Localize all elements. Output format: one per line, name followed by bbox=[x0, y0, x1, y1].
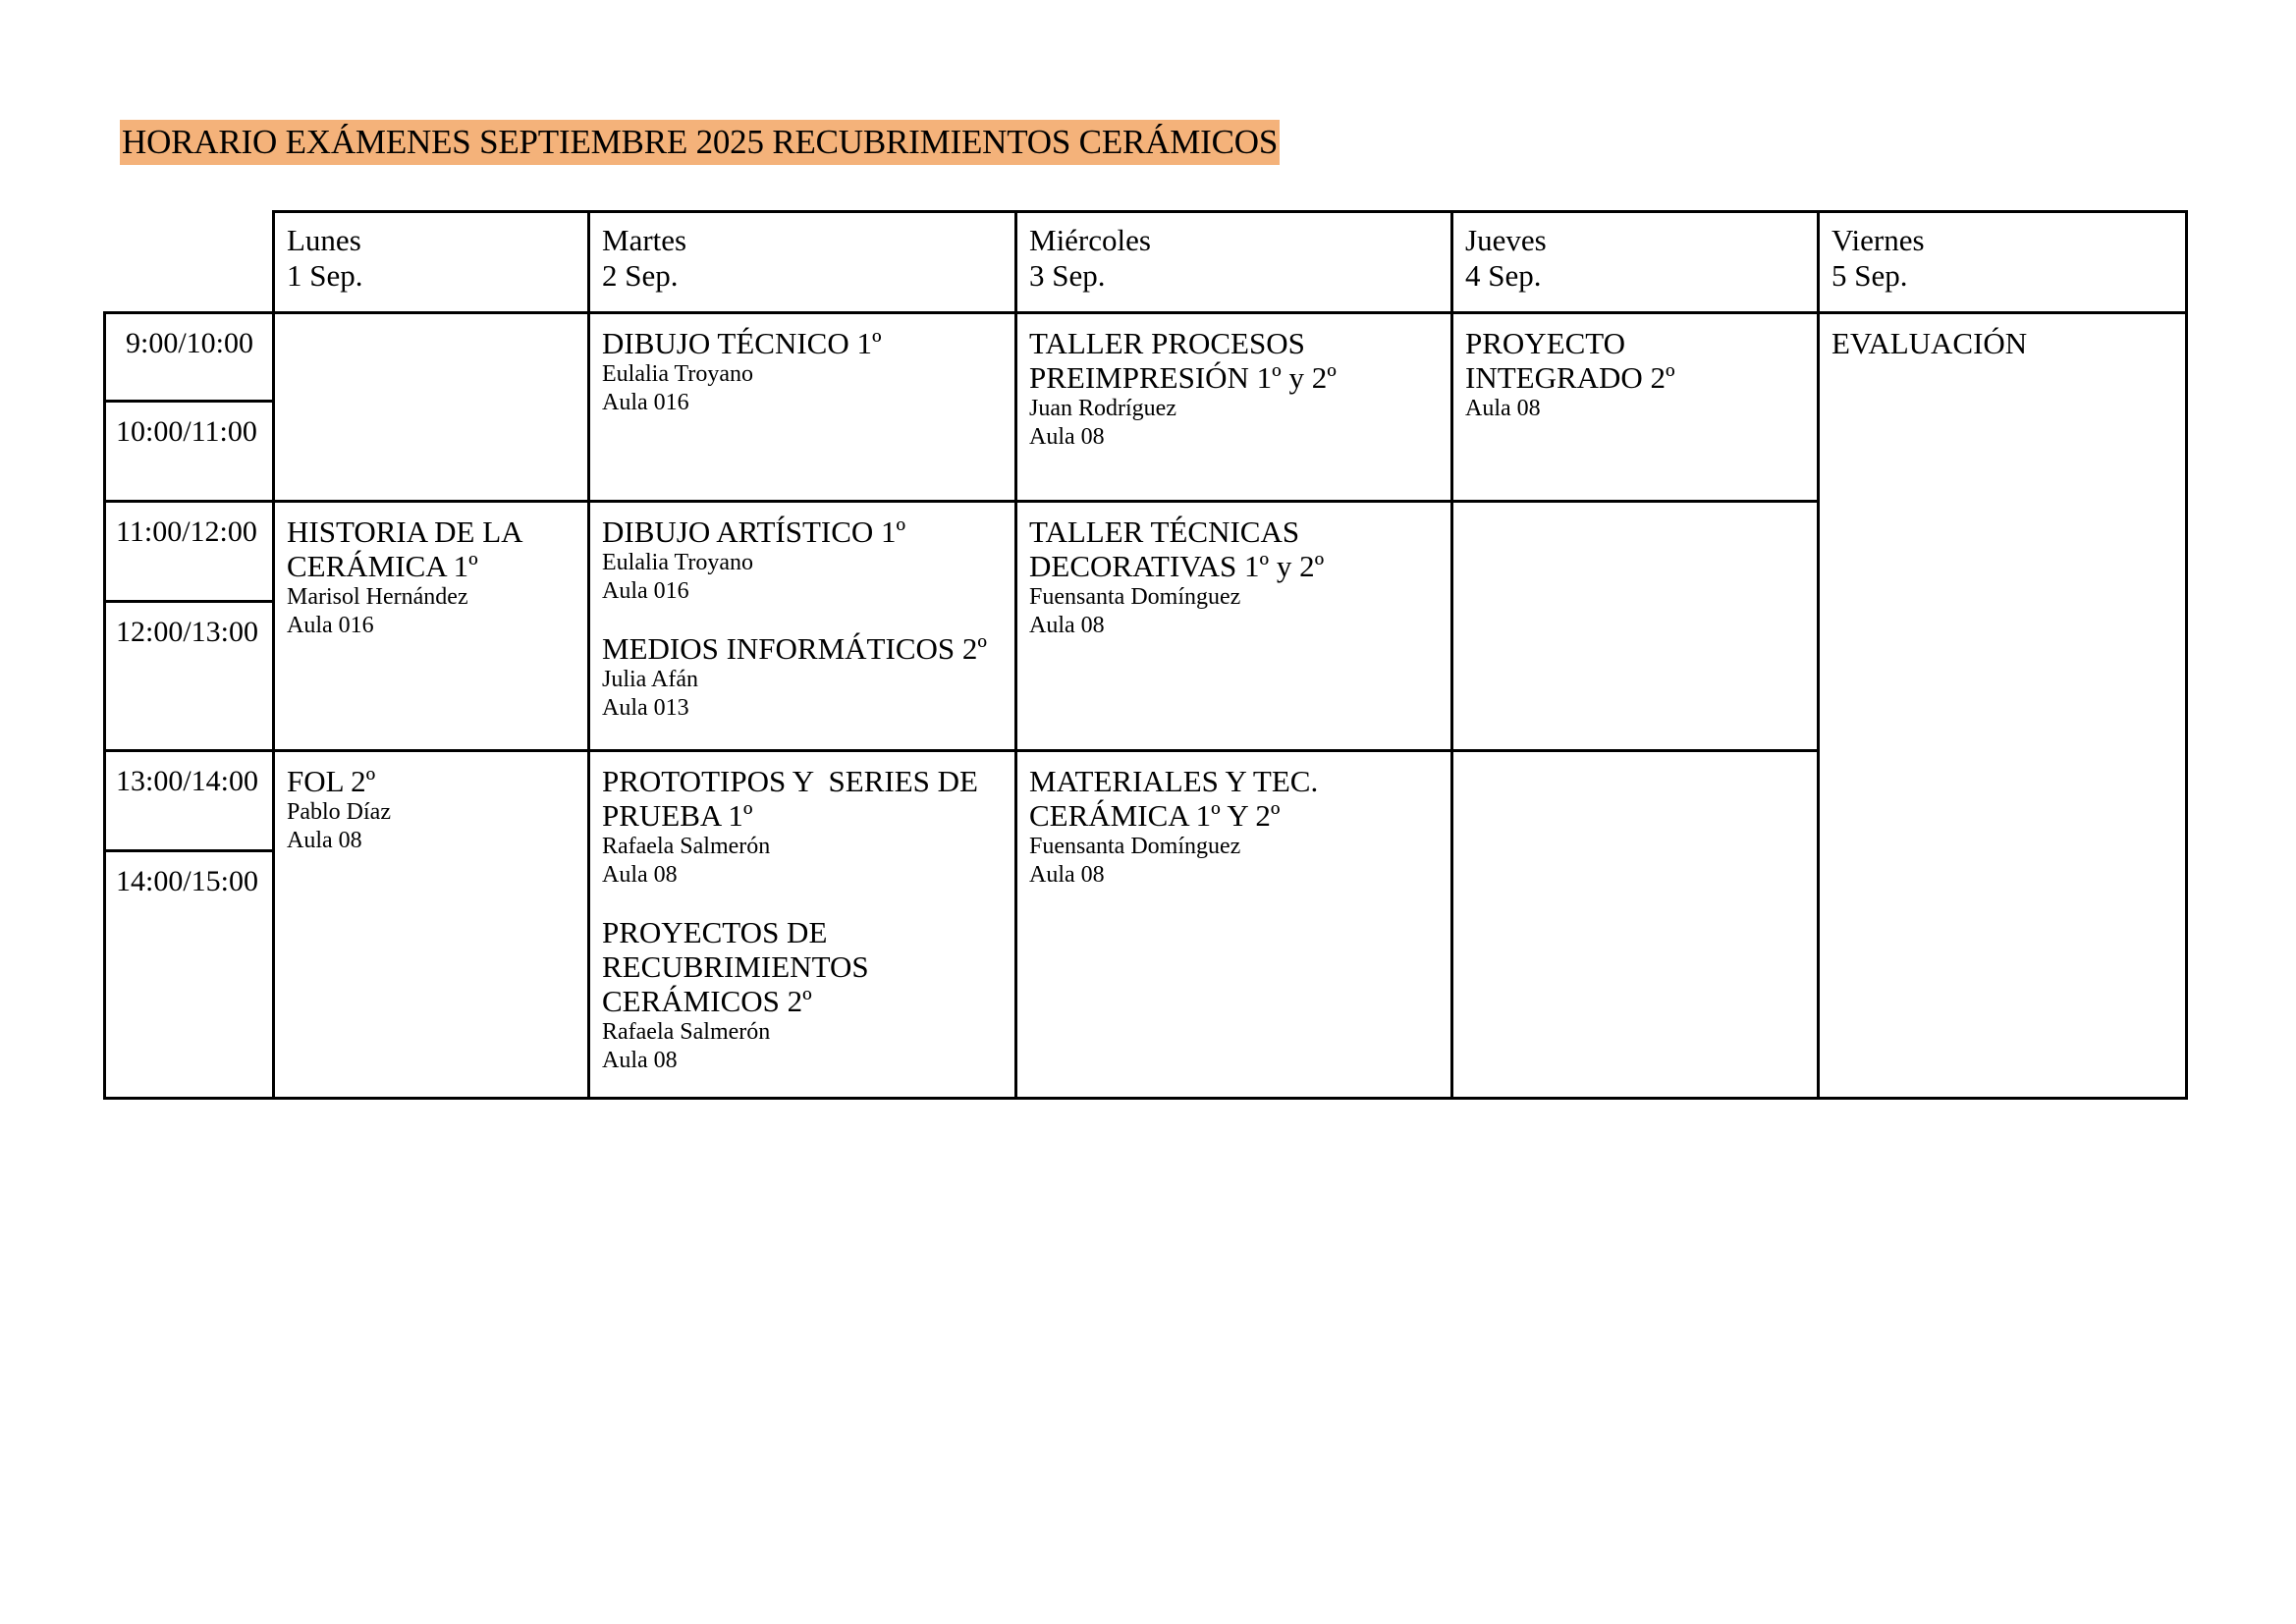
cell-miercoles-b3 bbox=[1014, 749, 1453, 1100]
exam-subject: MEDIOS INFORMÁTICOS 2º bbox=[602, 631, 987, 666]
header-martes bbox=[587, 210, 1017, 314]
exam-entry bbox=[287, 764, 587, 855]
exam-teacher: Julia Afán bbox=[602, 667, 698, 692]
exam-subject: PROTOTIPOS Y SERIES DE PRUEBA 1º bbox=[602, 764, 986, 833]
exam-room: Aula 08 bbox=[1029, 862, 1105, 888]
time-slot: 9:00/10:00 bbox=[103, 311, 275, 403]
exam-room: Aula 016 bbox=[602, 578, 689, 604]
exam-room: Aula 08 bbox=[1029, 613, 1105, 638]
header-viernes bbox=[1817, 210, 2188, 314]
exam-subject: DIBUJO TÉCNICO 1º bbox=[602, 326, 882, 360]
exam-teacher: Pablo Díaz bbox=[287, 799, 391, 825]
cell-jueves-b2 bbox=[1450, 500, 1820, 752]
exam-teacher: Fuensanta Domínguez bbox=[1029, 834, 1241, 859]
exam-teacher: Rafaela Salmerón bbox=[602, 1019, 771, 1045]
exam-entry bbox=[1029, 326, 1450, 452]
day-date: 5 Sep. bbox=[1831, 258, 1908, 293]
exam-room: Aula 013 bbox=[602, 695, 689, 721]
exam-entry bbox=[287, 514, 587, 640]
day-name: Lunes bbox=[287, 223, 361, 257]
exam-room: Aula 08 bbox=[602, 862, 678, 888]
page-title: HORARIO EXÁMENES SEPTIEMBRE 2025 RECUBRIMIENTOS CERÁMICOS bbox=[120, 120, 1280, 165]
day-name: Martes bbox=[602, 223, 687, 257]
day-date: 2 Sep. bbox=[602, 258, 679, 293]
exam-teacher: Eulalia Troyano bbox=[602, 550, 753, 575]
time-slot: 12:00/13:00 bbox=[103, 600, 275, 752]
exam-teacher: Juan Rodríguez bbox=[1029, 396, 1176, 421]
exam-entry bbox=[602, 915, 1014, 1075]
exam-subject: MATERIALES Y TEC. CERÁMICA 1º Y 2º bbox=[1029, 764, 1319, 833]
day-date: 4 Sep. bbox=[1465, 258, 1542, 293]
exam-teacher: Rafaela Salmerón bbox=[602, 834, 771, 859]
exam-teacher: Marisol Hernández bbox=[287, 584, 468, 610]
time-slot: 14:00/15:00 bbox=[103, 849, 275, 1100]
exam-entry bbox=[602, 764, 1014, 890]
exam-subject: FOL 2º bbox=[287, 764, 376, 798]
cell-jueves-b1 bbox=[1450, 311, 1820, 503]
day-date: 1 Sep. bbox=[287, 258, 363, 293]
cell-lunes-b2 bbox=[272, 500, 590, 752]
cell-miercoles-b1 bbox=[1014, 311, 1453, 503]
day-name: Viernes bbox=[1831, 223, 1925, 257]
exam-teacher: Eulalia Troyano bbox=[602, 361, 753, 387]
exam-room: Aula 08 bbox=[1029, 424, 1105, 450]
cell-lunes-b3 bbox=[272, 749, 590, 1100]
cell-viernes-all bbox=[1817, 311, 2188, 1100]
cell-martes-b1 bbox=[587, 311, 1017, 503]
exam-subject: PROYECTO INTEGRADO 2º bbox=[1465, 326, 1675, 395]
exam-entry bbox=[602, 326, 1014, 417]
day-name: Jueves bbox=[1465, 223, 1547, 257]
exam-entry bbox=[1465, 326, 1817, 423]
exam-entry bbox=[602, 514, 1014, 606]
cell-lunes-b1 bbox=[272, 311, 590, 503]
exam-room: Aula 08 bbox=[1465, 396, 1541, 421]
day-name: Miércoles bbox=[1029, 223, 1151, 257]
header-miercoles bbox=[1014, 210, 1453, 314]
exam-room: Aula 08 bbox=[287, 828, 362, 853]
exam-room: Aula 08 bbox=[602, 1048, 678, 1073]
time-slot: 13:00/14:00 bbox=[103, 749, 275, 852]
cell-jueves-b3 bbox=[1450, 749, 1820, 1100]
header-lunes bbox=[272, 210, 590, 314]
day-date: 3 Sep. bbox=[1029, 258, 1106, 293]
time-slot: 10:00/11:00 bbox=[103, 400, 275, 503]
exam-entry bbox=[602, 631, 1014, 723]
exam-subject: PROYECTOS DE RECUBRIMIENTOS CERÁMICOS 2º bbox=[602, 915, 869, 1018]
exam-entry bbox=[1029, 514, 1450, 640]
cell-miercoles-b2 bbox=[1014, 500, 1453, 752]
exam-room: Aula 016 bbox=[287, 613, 374, 638]
exam-entry bbox=[1029, 764, 1450, 890]
exam-teacher: Fuensanta Domínguez bbox=[1029, 584, 1241, 610]
exam-subject: EVALUACIÓN bbox=[1831, 326, 2028, 360]
exam-subject: TALLER TÉCNICAS DECORATIVAS 1º y 2º bbox=[1029, 514, 1325, 583]
cell-martes-b3 bbox=[587, 749, 1017, 1100]
exam-subject: TALLER PROCESOS PREIMPRESIÓN 1º y 2º bbox=[1029, 326, 1337, 395]
exam-subject: DIBUJO ARTÍSTICO 1º bbox=[602, 514, 906, 549]
header-jueves bbox=[1450, 210, 1820, 314]
exam-subject: HISTORIA DE LA CERÁMICA 1º bbox=[287, 514, 521, 583]
exam-room: Aula 016 bbox=[602, 390, 689, 415]
cell-martes-b2 bbox=[587, 500, 1017, 752]
time-slot: 11:00/12:00 bbox=[103, 500, 275, 603]
